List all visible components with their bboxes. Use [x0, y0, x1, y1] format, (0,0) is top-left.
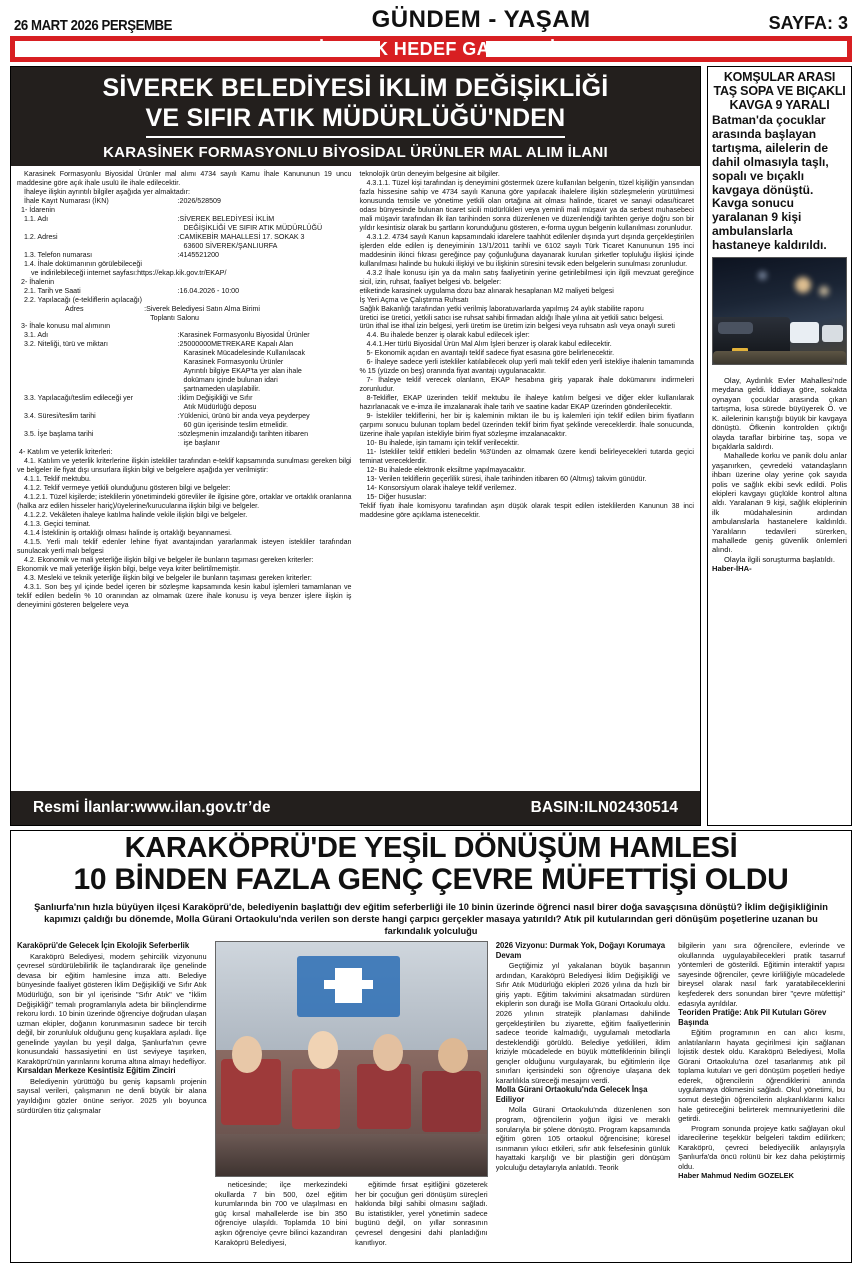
spacer: [17, 349, 178, 358]
ad-p-4-1-3: 4.1.3. Geçici teminat.: [24, 519, 91, 528]
ad-field-telefon: [17, 251, 351, 260]
baslama-value: :sözleşmenin imzalandığı tarihten itibaren: [177, 430, 309, 439]
adres2-label: Adres: [65, 304, 84, 313]
ad-header: [11, 67, 700, 166]
ad-p-4-1-5: 4.1.5. Yerli malı teklif edenler lehine fiyat avantajından yararlanmak isteyen istekliler tarafından sunulacak yerli malı belgesi: [17, 537, 352, 555]
telefon-label: 1.3. Telefon numarası: [24, 250, 93, 259]
ad-r-0: teknolojik ürün deneyim belgesine ait bilgiler.: [359, 170, 500, 178]
ad-r-432c: İş Yeri Açma ve Çalıştırma Ruhsatı: [359, 295, 469, 304]
ad-subtitle: KARASİNEK FORMASYONLU BİYOSİDAL ÜRÜNLER MAL ALIM İLANI: [103, 144, 608, 161]
ad-r-4311: 4.3.1.1. Tüzel kişi tarafından iş deneyimini göstermek üzere kullanılan belgenin, tüzel kişiliğin yarısından fazla hissesine sahip ve 4734 sayılı Kanuna göre yapılacak ihalelere ilişkin sözleşmelerin yürütülmesi konusunda temsile ve yönetime yetkili olan ortağına ait olması halinde, ticaret ve sanayi odası/ticaret odası bünyesinde bulunan ticaret sicili müdürlükleri veya yeminli mali müşavir ya da serbest muhasebeci mali müşavir tarafından ilk ilan tarihinden sonra düzenlenen ve düzenlendiği tarihten geriye doğru son bir yıldır kesintisiz olarak bu şartların korunduğunu gösteren, e-forma uygun belgenin kullanılması zorunludur.: [359, 178, 694, 232]
ad-field-adres-2: [17, 305, 351, 314]
publication-date: 26 MART 2026 PERŞEMBE: [14, 17, 173, 34]
ad-field-adi: [17, 215, 351, 224]
bottom-c3-p2: Molla Gürani Ortaokulu'nda düzenlenen son program, öğrencilerin yoğun ilgisi ve meraklı sorularıyla bir şölene dönüştü. Program kapsamında eğitim gören 105 ortaokul öğrencisine; küresel ısınmanın yıkıcı etkileri, sıfır atık felsefesinin günlük hayattaki karşılığı ve bir plastiğin geri dönüşüm yolculuğu detaylarıyla anlatıldı. Teorik: [495, 1105, 671, 1172]
ad-field-nitelik: [17, 340, 351, 349]
byline-name: Mahmud Nedim GOZELEK: [701, 1171, 794, 1181]
bottom-columns: [17, 941, 845, 1247]
sidebar-headline-line1: KOMŞULAR ARASI: [723, 70, 836, 84]
ad-r-441: 4.4.1.Her türlü Biyosidal Ürün Mal Alım İşleri benzer iş olarak kabul edilecektir.: [366, 340, 612, 349]
bottom-sub-2: Kırsaldan Merkeze Kesintisiz Eğitim Zinciri: [17, 1066, 176, 1076]
bottom-column-4: [678, 941, 845, 1247]
sure-value: :Yüklenici, ürünü bir anda veya peyderpey: [177, 412, 310, 421]
ad-r-432f: ürün ithal ise ithal izin belgesi, yerli üretim ise üretim izin belgesi veya ruhsatın aslı veya onaylı sureti: [359, 322, 675, 331]
nitelik-value-3: Karasinek Formasyonlu Ürünler: [183, 358, 284, 367]
spacer: [17, 403, 178, 412]
bottom-c4-p3: Program sonunda projeye katkı sağlayan okul idarecilerine teşekkür belgeleri takdim edilirken; Karaköprü, çevreci belediyecilik anlayışıyla Şanlıurfa'da öncü rolünü bir kez daha pekiştirmiş oldu.: [678, 1123, 845, 1171]
nitelik-value-5: dokümanı içinde bulunan idari: [183, 376, 278, 385]
sidebar-byline: Haber-İHA-: [711, 564, 752, 574]
sidebar-body: [712, 376, 847, 574]
ad-r-432: 4.3.2 İhale konusu işin ya da malın satış faaliyetinin yerine getirilebilmesi için ilgili mevzuat gereğince sicil, izin, ruhsat, faaliyet belgesi vb. belgeler:: [359, 268, 694, 286]
adres-label: 1.2. Adresi: [24, 232, 58, 241]
ad-r-432b: etiketinde karasinek uygulama dozu baz alınarak hesaplanan M2 maliyeti belgesi: [359, 286, 614, 295]
ad-r-15b: Teklif fiyatı ihale komisyonu tarafından aşırı düşük olarak tespit edilen isteklilerden Kanunun 38 inci maddesine göre açıklama istenecektir.: [359, 501, 694, 519]
ad-field-tarih: [17, 287, 351, 296]
bottom-article-photo: [215, 941, 488, 1177]
ad-p-4-1-2: 4.1.2. Teklif vermeye yetkili olunduğunu gösteren bilgi ve belgeler:: [24, 483, 231, 492]
bottom-lead: Şanlıurfa'nın hızla büyüyen ilçesi Karaköprü'de, belediyenin başlattığı dev eğitim seferberliği ile 10 binin üzerinde öğrenci nasıl birer doğa savaşçısına dönüştü? İklim değişikliğinin kapımızı çaldığı bu dönemde, Molla Gürani Ortaokulu'nda verilen son derste hangi çarpıcı gerçekler masaya yatırıldı? Atık pil kutularından geri dönüşüm poşetlerine uzanan bu farkındalık yolculuğu: [34, 901, 828, 937]
bottom-c4-p2: Eğitim programının en can alıcı kısmı, anlatılanların hayata geçirilmesi için sağlanan lojistik destek oldu. Karaköprü Belediyesi, Molla Gürani Ortaokulu'na özel tasarlanmış atık pil toplama kutuları ve geri dönüşüm poşetleri hediye ederek, öğrencilerin öğrendiklerini anında uygulamaya dökmesini sağladı. Okul yönetimi, bu somut desteğin öğrencilerin alışkanlıklarını kalıcı hale getireceğini belirterek memnuniyetlerini dile getirdi.: [678, 1028, 845, 1124]
ad-field-sure-c: [17, 421, 351, 430]
bottom-article: [10, 830, 852, 1263]
bottom-sub-5: Teoriden Pratiğe: Atık Pil Kutuları Görev Başında: [678, 1008, 827, 1027]
ad-left-column: [17, 170, 351, 789]
ad-field-nitelik-c3: [17, 358, 351, 367]
spacer: [17, 439, 178, 448]
ad-r-10: 10- Bu ihalede, işin tamamı için teklif verilecektir.: [366, 439, 520, 448]
bottom-c4-p1: bilgilerin yanı sıra öğrencilere, evlerinde ve okullarında uygulayabilecekleri pratik tasarruf yöntemleri de gösterildi. Eğitimin interaktif yapısı sayesinde öğrenciler, çevre kirliliğiyle mücadelede bireysel olarak nasıl fark yaratabileceklerini keşfederek ders sonundan birer "çevre müfettişi" edasıyla ayrıldılar.: [678, 941, 845, 1008]
ad-p-4-1-4: 4.1.4 İsteklinin iş ortaklığı olması halinde iş ortaklığı beyannamesi.: [24, 528, 232, 537]
sidebar-headline-line3: KAVGA 9 YARALI: [729, 98, 830, 112]
ad-p-4-1: 4.1. Katılım ve yeterlik kriterlerine ilişkin istekliler tarafından e-teklif kapsamında sunulması gereken bilgi ve belgeler ile fiyat dışı unsurlara ilişkin bilgi ve belgelere aşağıda yer verilmiştir:: [17, 457, 352, 474]
ad-p-4-1-1: 4.1.1. Teklif mektubu.: [24, 474, 91, 483]
ad-title: [21, 74, 690, 138]
newspaper-name: SİVEREK HEDEF GAZETESİ: [306, 38, 556, 59]
baslama-label: 3.5. İşe başlama tarihi: [24, 430, 94, 439]
bottom-sub-1: Karaköprü'de Gelecek İçin Ekolojik Seferberlik: [17, 941, 190, 951]
sidebar-headline: [712, 70, 847, 112]
ad-field-yapilacagi: 2.2. Yapılacağı (e-tekliflerin açılacağı): [24, 295, 143, 304]
ad-r-4312: 4.3.1.2. 4734 sayılı Kanun kapsamındaki idarelere taahhüt edilenler dışında yurt dışında gerçekleştirilen işlerden elde edilen iş deneyiminin 13/1/2011 tarihli ve 6102 sayılı Türk Ticaret Kanununun 195 inci maddesinin ikinci fıkrası gereğince pay çoğunluğuna dayanarak kurulan şirketler topluluğu ilişkisi içinde kullanılması halinde bu hukuki ilişkiyi ve bu ilişkinin süresini tevsik eden belgelerin sunulması zorunludur.: [359, 232, 694, 268]
spacer: [17, 242, 178, 251]
ikn-label: İhale Kayıt Numarası (İKN): [24, 196, 109, 205]
ad-field-mal-adi: [17, 331, 351, 340]
ad-doc-label-2: ve indirilebileceği internet sayfası:https://ekap.kik.gov.tr/EKAP/: [31, 268, 227, 277]
mal-adi-label: 3.1. Adı: [24, 331, 49, 340]
ad-title-line2: VE SIFIR ATIK MÜDÜRLÜĞÜ'NDEN: [146, 104, 566, 139]
ad-field-baslama-c: [17, 439, 351, 448]
ad-field-sure: [17, 412, 351, 421]
ad-field-teslim-yer-c: [17, 403, 351, 412]
adres-value-2: 63600 SİVEREK/ŞANLIURFA: [183, 241, 278, 250]
ad-field-nitelik-c2: [17, 349, 351, 358]
sidebar-paragraph-3: Olayla ilgili soruşturma başlatıldı.: [723, 554, 835, 564]
adi-value: :SİVEREK BELEDİYESİ İKLİM: [177, 214, 275, 223]
ad-intro-1: Karasinek Formasyonlu Biyosidal Ürünler mal alımı 4734 sayılı Kamu İhale Kanununun 19 uncu maddesine göre açık ihale usulü ile ihale edilecektir.: [17, 170, 352, 187]
ad-section-2-head: 2- İhalenin: [21, 277, 55, 286]
ad-r-6: 6- İhaleye sadece yerli istekliler katılabilecek olup yerli malı teklif eden yerli istekliye ihalenin tamamında % 15 (yüzde on beş) oranında fiyat avantajı uygulanacaktır.: [359, 358, 694, 376]
ad-field-ikn: [17, 197, 351, 206]
ad-r-11: 11- İstekliler teklif ettikleri bedelin %3'ünden az olmamak üzere kendi belirleyecekleri tutarda geçici teminat vereceklerdir.: [359, 448, 694, 465]
ad-r-12: 12- Bu ihalede elektronik eksiltme yapılmayacaktır.: [366, 465, 526, 474]
teslim-yer-value: :İklim Değişikliği ve Sıfır: [177, 394, 253, 403]
masthead: [10, 0, 852, 34]
bottom-c3-p1: Geçtiğimiz yıl yakalanan büyük başarının ardından, Karaköprü Belediyesi İklim Değişikliği ve Sıfır Atık Müdürlüğü ekipleri 2026 yılına da hızlı bir giriş yaptı. Eğitim takvimini aksatmadan sürdüren ekiplerin son durağı ise Molla Gürani Ortaokulu oldu. 2026 yılının stratejik planlaması dahilinde gerçekleştirilen bu ziyarette, eğitim faaliyetlerinin sadece teoride kalmadığı, uygulamalı metodlarla desteklendiği görüldü. Belediye yetkilileri, iklim kriziyle mücadelede en büyük müttefiklerinin bilinçli gençler olduğunu vurgulayarak, bu eğitimlerin ilçe sınırları içerisindeki son öğrenciye ulaşana dek kararlılıkla süreceği mesajını verdi.: [495, 961, 671, 1085]
ad-field-adres: [17, 233, 351, 242]
spacer: [17, 376, 178, 385]
spacer: [17, 224, 178, 233]
official-ads-url[interactable]: Resmi İlanlar:www.ilan.gov.tr’de: [33, 799, 271, 816]
ad-r-15: 15- Diğer hususlar:: [366, 492, 427, 501]
spacer: [17, 358, 178, 367]
ad-body: [11, 166, 700, 791]
spacer: [17, 385, 178, 394]
newspaper-banner: [10, 36, 852, 62]
bottom-headline-2: 10 BİNDEN FAZLA GENÇ ÇEVRE MÜFETTİŞİ OLDU: [73, 863, 789, 896]
ad-footer: [11, 791, 700, 825]
bottom-column-2: [215, 941, 488, 1247]
ad-field-nitelik-c5: [17, 376, 351, 385]
spacer: [17, 421, 178, 430]
sure-value-2: 60 gün içerisinde teslim etmelidir.: [183, 421, 289, 430]
ad-section-1-head: 1- İdarenin: [21, 205, 55, 214]
ad-field-baslama: [17, 430, 351, 439]
tarih-label: 2.1. Tarih ve Saati: [24, 286, 81, 295]
mal-adi-value: :Karasinek Formasyonlu Biyosidal Ürünler: [177, 331, 310, 340]
telefon-value: :4145521200: [177, 250, 219, 259]
ad-p-4-2: 4.2. Ekonomik ve mali yeterliğe ilişkin bilgi ve belgeler ile bunların taşıması gereken kriterler:: [24, 555, 314, 564]
sidebar-headline-line2: TAŞ SOPA VE BIÇAKLI: [713, 84, 846, 98]
nitelik-value-6: şartnameden ulaşılabilir.: [183, 385, 261, 394]
ad-field-nitelik-c6: [17, 385, 351, 394]
bottom-c2-p1: neticesinde; ilçe merkezindeki okullarda 7 bin 500, özel eğitim kurumlarında bin 700 ve ulaşılması en güç kırsal mahallelerde ise bin 350 öğrenciye ulaşıldı. Toplamda 10 bini aşkın öğrenciye çevre bilinci kazandıran Karaköprü Belediyesi,: [214, 1180, 348, 1247]
bottom-c1-p2: Belediyenin yürüttüğü bu geniş kapsamlı projenin sayısal verileri, çalışmanın ne denli büyük bir alana yayıldığını gözler önüne seriyor. 2025 yılı boyunca sürdürülen titiz çalışmalar: [17, 1076, 207, 1115]
sidebar-photo: [712, 257, 847, 365]
ad-p-4-2-b: Ekonomik ve mali yeterliğe ilişkin bilgi, belge veya kriter belirtilmemiştir.: [17, 564, 241, 573]
tarih-value: :16.04.2026 - 10:00: [177, 286, 240, 295]
ad-r-5: 5- Ekonomik açıdan en avantajlı teklif sadece fiyat esasına göre belirlenecektir.: [366, 349, 615, 358]
adres-value: :CAMİKEBİR MAHALLESİ 17. SOKAK 3: [177, 232, 305, 241]
ad-field-teslim-yer: [17, 394, 351, 403]
adi-label: 1.1. Adı: [24, 214, 49, 223]
nitelik-value-1: :25000000METREKARE Kapalı Alan: [177, 340, 294, 349]
nitelik-label: 3.2. Niteliği, türü ve miktarı: [24, 340, 108, 349]
adres2-value: :Siverek Belediyesi Satın Alma Birimi: [144, 304, 261, 313]
bottom-column-3: [496, 941, 670, 1247]
adres2-value-2: Toplantı Salonu: [150, 313, 199, 322]
sidebar-news-story: [707, 66, 852, 826]
bottom-c1-p1: Karaköprü Belediyesi, modern şehircilik vizyonunu çevresel sürdürülebilirlik ile taçlandırarak ilçe genelinde devasa bir eğitim hamlesine imza attı. Belediye bünyesinde faaliyet gösteren İklim Değişikliği ve Sıfır Atık Müdürlüğü, son bir yıl içerisinde "Sıfır Atık" ve "İklim Değişikliği" temalı programlarıyla adeta bir bilinçlendirme rekoru kırdı. 10 binin üzerinde öğrenciye doğrudan ulaşan uzman ekipler, doğanın korunmasının sadece bir tercih değil, bir zorunluluk olduğunu genç kuşaklara aşıladı. İlçe genelinde yayılan bu yeşil dalga, Şanlıurfa'nın çevre konusundaki hassasiyetini en üst seviyeye taşırken, Karaköprü'nün yarınlarını koruma altına almayı hedefliyor.: [17, 951, 207, 1066]
sidebar-paragraph-1: Olay, Aydınlık Evler Mahallesi’nde meydana geldi. İddiaya göre, sokakta oynayan çocuklar arasında çıkan tartışma, kısa sürede büyüyerek Ö. ve K. ailelerinin karıştığı büyük bir kavgaya dönüştü. Öfkenin kontrolden çıktığı olayda taraflar birbirine taş, sopa ve bıçaklarla saldırdı.: [711, 376, 847, 451]
nitelik-value-4: Ayrıntılı bilgiye EKAP'ta yer alan ihale: [183, 367, 302, 376]
ad-p-4-3-1: 4.3.1. Son beş yıl içinde bedel içeren bir sözleşme kapsamında kesin kabul işlemleri tamamlanan ve teklif edilen bedelin % 10 oranından az olmamak üzere ihale konusu iş veya benzer işlere ilişkin iş deneyimini gösteren belgelere veya: [17, 582, 352, 609]
nitelik-value-2: Karasinek Mücadelesinde Kullanılacak: [183, 349, 305, 358]
sidebar-lead: Batman'da çocuklar arasında başlayan tartışma, ailelerin de dahil olmasıyla taşlı, sopalı ve bıçaklı kavgaya dönüştü. Kavga sonucu yaralanan 9 kişi ambulanslarla hastaneye kaldırıldı.: [711, 113, 829, 253]
ad-doc-label-1: 1.4. İhale dokümanının görülebileceği: [24, 259, 142, 268]
ad-p-4-3: 4.3. Mesleki ve teknik yeterliğe ilişkin bilgi ve belgeler ile bunların taşıması gereken kriterler:: [24, 573, 312, 582]
press-id: BASIN:ILN02430514: [530, 799, 678, 816]
sidebar-paragraph-2: Mahallede korku ve panik dolu anlar yaşanırken, çevredeki vatandaşların ihbarı üzerine olay yerine çok sayıda polis ve sağlık ekibi sevk edildi. Polis ekipleri kavgayı güçlükle kontrol altına aldı. Yaralanan 9 kişi, sağlık ekiplerinin ilk müdahalesinin ardından ambulanslarla hastanelere kaldırıldı. Yaralıların tedavileri sürerken, mahallede geniş güvenlik önlemleri alındı.: [711, 451, 847, 555]
ikn-value: :2026/528509: [177, 196, 221, 205]
ad-r-13: 13- Verilen tekliflerin geçerlilik süresi, ihale tarihinden itibaren 60 (Altmış) takvim günüdür.: [366, 474, 647, 483]
bottom-c2-p2: eğitimde fırsat eşitliğini gözeterek her bir çocuğun geri dönüşüm süreçleri hakkında bilgi sahibi olmasını sağladı. Bu istatistikler, yerel yönetimin sadece bugünü değil, on yıllar sonrasının çevresel dengesini dahi planladığını kanıtlıyor.: [355, 1180, 488, 1247]
sidebar-photo-caption: [712, 367, 847, 374]
ad-r-9: 9- İstekliler tekliflerini, her bir iş kaleminin miktarı ile bu iş kalemleri için teklif edilen birim fiyatların çarpımı sonucu bulunan toplam bedel üzerinden teklif birim fiyat şeklinde vereceklerdir. İhale sonucunda, üzerine ihale yapılan istekliyle birim fiyat sözleşme imzalanacaktır.: [359, 412, 694, 439]
ad-field-adi-cont: [17, 224, 351, 233]
ad-r-7: 7- İhaleye teklif verecek olanların, EKAP hesabına giriş yaparak ihale dokümanını indirmeleri zorunludur.: [359, 376, 694, 394]
section-title: GÜNDEM - YAŞAM: [371, 6, 591, 33]
ad-r-8: 8-Teklifler, EKAP üzerinden teklif mektubu ile ihaleye katılım belgesi ve diğer ekler kullanılarak hazırlanacak ve e-imza ile imzalanarak ihale tarih ve saatine kadar EKAP üzerinden gönderilecektir.: [359, 394, 694, 412]
ad-intro-2: İhaleye ilişkin ayrıntılı bilgiler aşağıda yer almaktadır:: [24, 187, 190, 196]
ad-title-line1: SİVEREK BELEDİYESİ İKLİM DEĞİŞİKLİĞİ: [102, 74, 609, 102]
spacer: [17, 367, 178, 376]
ad-p-4-1-2-1: 4.1.2.1. Tüzel kişilerde; isteklilerin yönetimindeki görevliler ile ilgisine göre, ortaklar ve ortaklık oranlarına (halka arz edilen hisseler hariç)/üyelerine/kurucularına ilişkin bilgi ve belgeler.: [17, 492, 352, 510]
ad-r-432d: Sağlık Bakanlığı tarafından yetki verilmiş laboratuvarlarda yapılmış 24 aylık stabilite raporu: [359, 304, 644, 313]
page-number: SAYFA: 3: [768, 13, 848, 33]
teslim-yer-label: 3.3. Yapılacağı/teslim edileceği yer: [24, 394, 133, 403]
sure-label: 3.4. Süresi/teslim tarihi: [24, 412, 96, 421]
ad-section-4-head: 4- Katılım ve yeterlik kriterleri:: [19, 448, 113, 457]
main-content-grid: [10, 66, 852, 826]
byline-label: Haber: [678, 1171, 700, 1181]
ad-right-column: [359, 170, 693, 789]
ad-p-4-1-2-2: 4.1.2.2. Vekâleten ihaleye katılma halinde vekile ilişkin bilgi ve belgeler.: [24, 510, 248, 519]
bottom-headline-1: KARAKÖPRÜ'DE YEŞİL DÖNÜŞÜM HAMLESİ: [124, 832, 738, 864]
ad-r-432e: üretici ise üretici, yetkili satıcı ise ruhsat sahibi firmadan aldığı İhale yılına ait yetkili satıcı belgesi.: [359, 313, 664, 322]
adi-value-2: DEĞİŞİKLİĞİ VE SIFIR ATIK MÜDÜRLÜĞÜ: [183, 223, 323, 232]
ad-r-14: 14- Konsorsiyum olarak ihaleye teklif verilemez.: [366, 483, 517, 492]
ad-field-adres-cont: [17, 242, 351, 251]
bottom-sub-4: Molla Gürani Ortaokulu'nda Gelecek İnşa Ediliyor: [495, 1085, 648, 1104]
teslim-yer-value-2: Atık Müdürlüğü deposu: [183, 403, 257, 412]
official-tender-advertisement: [10, 66, 701, 826]
bottom-byline: [678, 1171, 845, 1181]
bottom-sub-3: 2026 Vizyonu: Durmak Yok, Doğayı Korumaya Devam: [495, 941, 666, 960]
ad-field-nitelik-c4: [17, 367, 351, 376]
baslama-value-2: işe başlanır: [183, 439, 220, 448]
bottom-column-1: [17, 941, 207, 1247]
ad-section-3-head: 3- İhale konusu mal alımının: [21, 322, 111, 331]
ad-r-44: 4.4. Bu ihalede benzer iş olarak kabul edilecek işler:: [366, 331, 530, 340]
